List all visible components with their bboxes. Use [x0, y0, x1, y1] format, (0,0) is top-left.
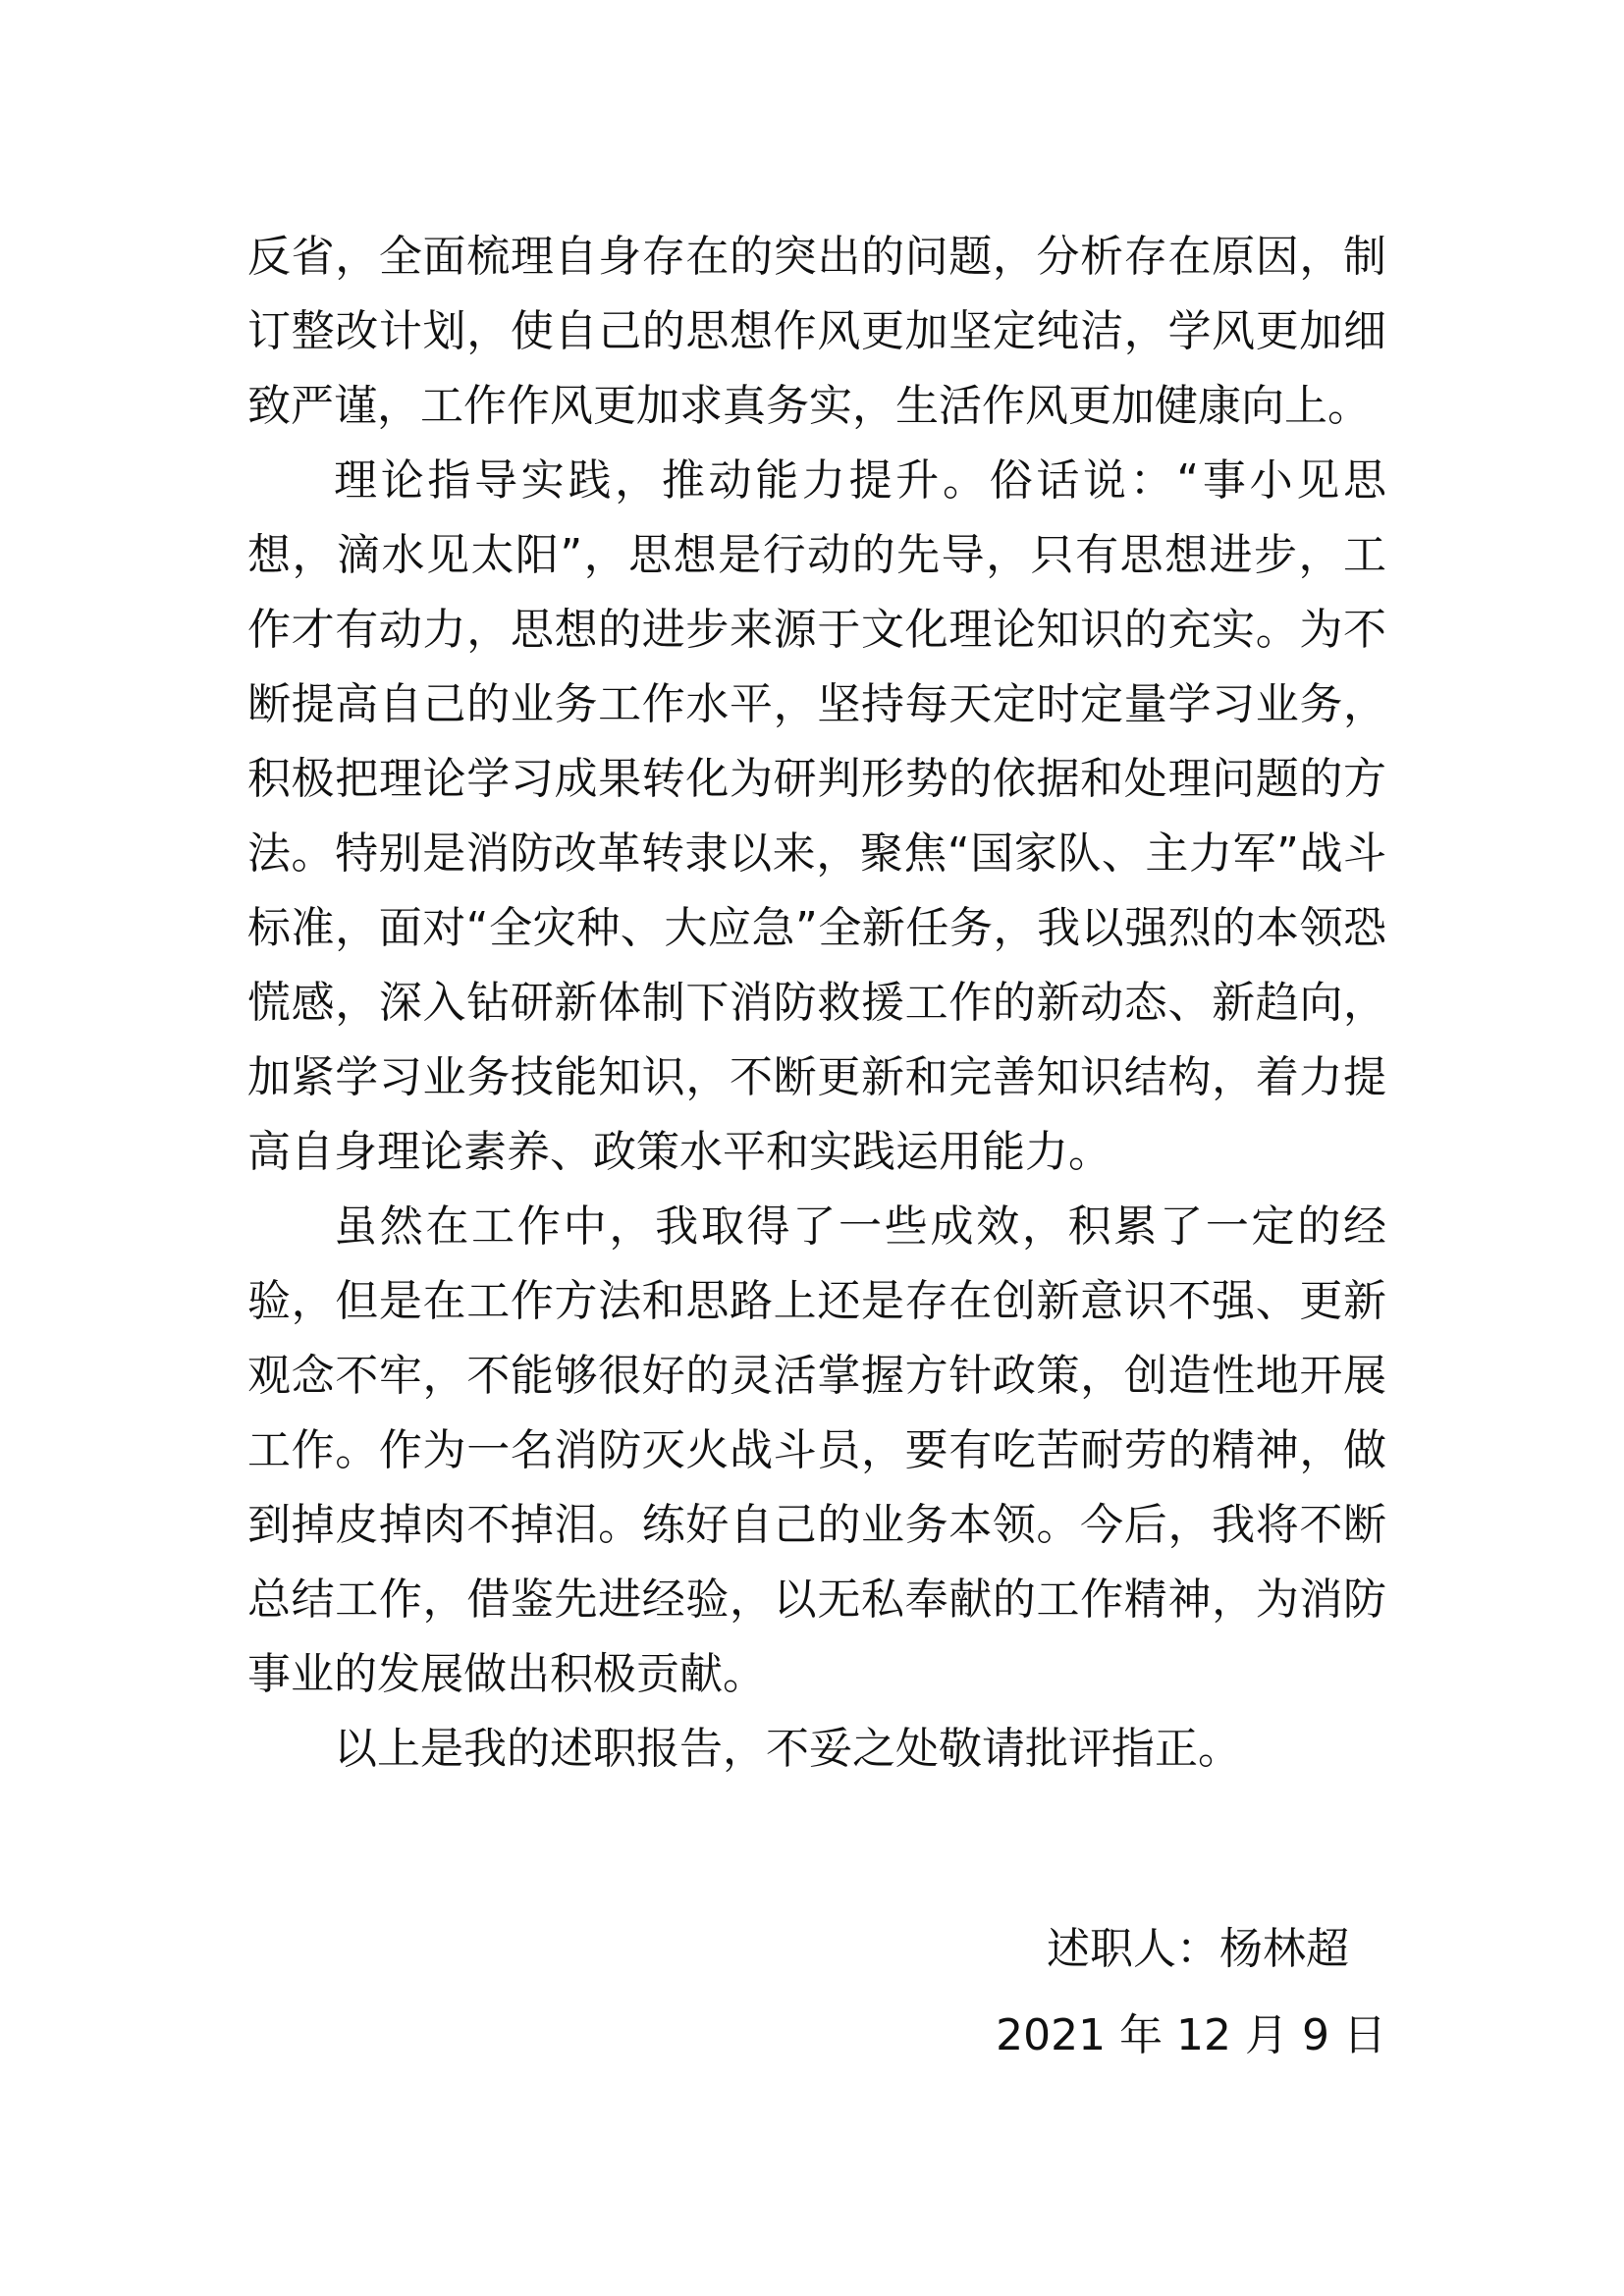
signature-date: 2021 年 12 月 9 日	[996, 2010, 1386, 2060]
signature-name: 述职人：杨林超	[1047, 1924, 1349, 1974]
paragraph-closing: 以上是我的述职报告，不妥之处敬请批评指正。	[334, 1724, 1241, 1774]
signature-block	[895, 1906, 1386, 2079]
paragraph-shortcomings: 虽然在工作中，我取得了一些成效，积累了一定的经验，但是在工作方法和思路上还是存在创新意识不强、更新观念不牢，不能够很好的灵活掌握方针政策，创造性地开展工作。作为一名消防灭火战斗员，要有吃苦耐劳的精神，做到掉皮掉肉不掉泪。练好自己的业务本领。今后，我将不断总结工作，借鉴先进经验，以无私奉献的工作精神，为消防事业的发展做出积极贡献。	[247, 1201, 1386, 1699]
report-body	[247, 220, 1386, 1787]
paragraph-theory-practice: 理论指导实践，推动能力提升。俗话说：“事小见思想，滴水见太阳”，思想是行动的先导，只有思想进步，工作才有动力，思想的进步来源于文化理论知识的充实。为不断提高自己的业务工作水平，坚持每天定时定量学习业务，积极把理论学习成果转化为研判形势的依据和处理问题的方法。特别是消防改革转隶以来，聚焦“国家队、主力军”战斗标准，面对“全灾种、大应急”全新任务，我以强烈的本领恐慌感，深入钻研新体制下消防救援工作的新动态、新趋向，加紧学习业务技能知识，不断更新和完善知识结构，着力提高自身理论素养、政策水平和实践运用能力。	[247, 455, 1386, 1177]
paragraph-self-reflection: 反省，全面梳理自身存在的突出的问题，分析存在原因，制订整改计划，使自己的思想作风更加坚定纯洁，学风更加细致严谨，工作作风更加求真务实，生活作风更加健康向上。	[247, 232, 1386, 431]
